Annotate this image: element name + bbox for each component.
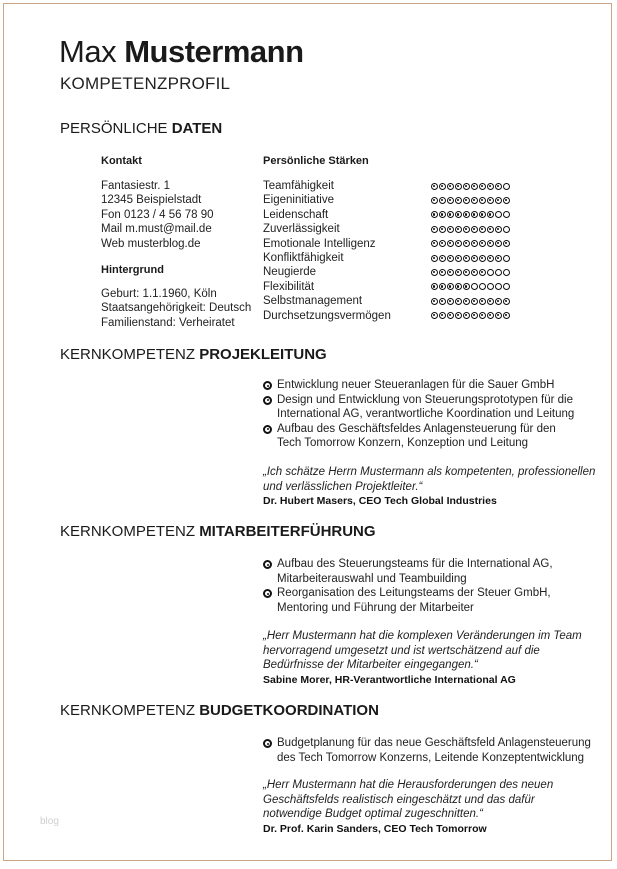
rating-dot-filled-icon [439, 211, 446, 218]
bullet-line: Mitarbeiterauswahl und Teambuilding [277, 572, 467, 585]
rating-dot-filled-icon [431, 269, 438, 276]
strength-rating [431, 193, 510, 207]
rating-dot-filled-icon [487, 312, 494, 319]
rating-dot-filled-icon [479, 240, 486, 247]
strength-item: Durchsetzungsvermögen [263, 309, 391, 322]
bullet-line: Mentoring und Führung der Mitarbeiter [277, 601, 474, 614]
quote-line: „Ich schätze Herrn Mustermann als kompetenten, professionellen [263, 466, 596, 478]
strength-rating [431, 179, 510, 193]
bullet-icon [263, 381, 272, 390]
rating-dot-filled-icon [447, 183, 454, 190]
section-title-bold: BUDGETKOORDINATION [199, 702, 379, 719]
rating-dot-filled-icon [463, 211, 470, 218]
rating-dot-empty-icon [487, 269, 494, 276]
rating-dot-empty-icon [503, 211, 510, 218]
section-title-personal [60, 120, 222, 137]
budget-quote [263, 778, 553, 836]
strengths-label: Persönliche Stärken [263, 155, 369, 167]
quote-line: notwendige Budget optimal zugeschnitten.“ [263, 808, 483, 821]
bullet-icon [263, 425, 272, 434]
background-line: Geburt: 1.1.1960, Köln [101, 288, 217, 300]
contact-block [101, 179, 214, 251]
rating-dot-filled-icon [447, 283, 454, 290]
quote-line: Geschäftsfelds realistisch eingeschätzt und das dafür [263, 793, 535, 806]
background-label: Hintergrund [101, 264, 164, 276]
rating-dot-filled-icon [471, 211, 478, 218]
rating-dot-filled-icon [455, 211, 462, 218]
rating-dot-filled-icon [487, 298, 494, 305]
project-quote [263, 465, 595, 509]
bullet-line: Design und Entwicklung von Steuerungsprototypen für die [277, 393, 573, 406]
rating-dot-filled-icon [447, 255, 454, 262]
strength-rating [431, 251, 510, 265]
rating-dot-filled-icon [479, 197, 486, 204]
contact-line: Fon 0123 / 4 56 78 90 [101, 208, 214, 221]
leadership-bullets [263, 557, 553, 615]
rating-dot-filled-icon [495, 226, 502, 233]
rating-dot-filled-icon [431, 255, 438, 262]
rating-dot-filled-icon [471, 312, 478, 319]
strength-item: Konfliktfähigkeit [263, 251, 344, 264]
rating-dot-filled-icon [503, 298, 510, 305]
first-name: Max [59, 34, 117, 69]
rating-dot-filled-icon [455, 240, 462, 247]
rating-dot-filled-icon [447, 197, 454, 204]
rating-dot-filled-icon [463, 283, 470, 290]
rating-dot-filled-icon [495, 240, 502, 247]
rating-dot-filled-icon [455, 197, 462, 204]
rating-dot-filled-icon [503, 197, 510, 204]
bullet-line: Entwicklung neuer Steueranlagen für die Sauer GmbH [277, 379, 555, 391]
bullet-icon [263, 396, 272, 405]
section-title-bold: PROJEKLEITUNG [199, 346, 327, 363]
quote-line: und verlässlichen Projektleiter.“ [263, 480, 423, 493]
rating-dot-filled-icon [455, 226, 462, 233]
rating-dot-filled-icon [463, 197, 470, 204]
background-line: Staatsangehörigkeit: Deutsch [101, 302, 252, 315]
rating-dot-empty-icon [479, 283, 486, 290]
bullet-icon [263, 560, 272, 569]
rating-dot-filled-icon [431, 183, 438, 190]
rating-dot-filled-icon [487, 197, 494, 204]
rating-dot-filled-icon [439, 255, 446, 262]
rating-dot-filled-icon [463, 183, 470, 190]
quote-line: „Herr Mustermann hat die Herausforderungen des neuen [263, 779, 554, 791]
rating-dot-empty-icon [471, 283, 478, 290]
rating-dot-empty-icon [487, 283, 494, 290]
bullet-line: Aufbau des Steuerungsteams für die International AG, [277, 558, 553, 570]
bullet-line: Tech Tomorrow Konzern, Konzeption und Leitung [277, 437, 529, 450]
rating-dot-filled-icon [447, 211, 454, 218]
bullet-item [263, 393, 574, 422]
rating-dot-filled-icon [471, 183, 478, 190]
rating-dot-filled-icon [471, 240, 478, 247]
background-line: Familienstand: Verheiratet [101, 316, 235, 329]
last-name: Mustermann [124, 34, 304, 69]
contact-line: Mail m.must@mail.de [101, 223, 212, 236]
contact-line: Fantasiestr. 1 [101, 180, 171, 192]
rating-dot-filled-icon [487, 255, 494, 262]
bullet-line: des Tech Tomorrow Konzerns, Leitende Konzeptentwicklung [277, 751, 585, 764]
rating-dot-filled-icon [439, 226, 446, 233]
budget-bullets [263, 736, 591, 765]
rating-dot-filled-icon [487, 211, 494, 218]
rating-dot-filled-icon [439, 269, 446, 276]
rating-dot-empty-icon [503, 269, 510, 276]
rating-dot-empty-icon [495, 283, 502, 290]
contact-line: Web musterblog.de [101, 237, 201, 250]
rating-dot-filled-icon [431, 312, 438, 319]
rating-dot-filled-icon [479, 211, 486, 218]
rating-dot-filled-icon [495, 312, 502, 319]
quote-author: Sabine Morer, HR-Verantwortliche International AG [263, 673, 516, 686]
strength-item: Neugierde [263, 266, 317, 279]
quote-line: Bedürfnisse der Mitarbeiter eingegangen.“ [263, 659, 478, 672]
rating-dot-empty-icon [495, 269, 502, 276]
rating-dot-filled-icon [455, 298, 462, 305]
rating-dot-filled-icon [479, 269, 486, 276]
rating-dot-filled-icon [471, 269, 478, 276]
rating-dot-empty-icon [503, 255, 510, 262]
rating-dot-filled-icon [463, 255, 470, 262]
strength-rating [431, 208, 510, 222]
rating-dot-filled-icon [439, 183, 446, 190]
rating-dot-filled-icon [503, 240, 510, 247]
rating-dot-filled-icon [455, 183, 462, 190]
rating-dot-filled-icon [463, 298, 470, 305]
section-title-budget [60, 702, 379, 719]
quote-line: „Herr Mustermann hat die komplexen Veränderungen im Team [263, 630, 582, 642]
rating-dot-filled-icon [431, 240, 438, 247]
rating-dot-filled-icon [495, 255, 502, 262]
quote-line: hervorragend umgesetzt und ist wertschätzend auf die [263, 644, 540, 657]
strength-rating [431, 222, 510, 236]
bullet-item [263, 736, 591, 765]
rating-dot-filled-icon [455, 269, 462, 276]
contact-line: 12345 Beispielstadt [101, 194, 202, 207]
rating-dot-filled-icon [495, 197, 502, 204]
bullet-line: Budgetplanung für das neue Geschäftsfeld Anlagensteuerung [277, 737, 591, 749]
bullet-line: Aufbau des Geschäftsfeldes Anlagensteuerung für den [277, 422, 556, 435]
rating-dot-filled-icon [471, 255, 478, 262]
rating-dot-filled-icon [431, 197, 438, 204]
strength-rating [431, 280, 510, 294]
rating-dot-filled-icon [463, 312, 470, 319]
rating-dot-filled-icon [455, 283, 462, 290]
section-title-light: KERNKOMPETENZ [60, 346, 196, 363]
strength-item: Eigeninitiative [263, 194, 334, 207]
rating-dot-filled-icon [479, 312, 486, 319]
section-title-light: KERNKOMPETENZ [60, 523, 196, 540]
rating-dot-filled-icon [439, 240, 446, 247]
strength-item: Teamfähigkeit [263, 180, 334, 192]
rating-dot-empty-icon [503, 226, 510, 233]
watermark: blog [40, 816, 59, 827]
rating-dot-filled-icon [487, 240, 494, 247]
strength-item: Leidenschaft [263, 208, 329, 221]
rating-dot-filled-icon [431, 211, 438, 218]
rating-dot-filled-icon [487, 183, 494, 190]
section-title-leadership [60, 523, 376, 540]
section-title-bold: MITARBEITERFÜHRUNG [199, 523, 376, 540]
rating-dot-empty-icon [503, 283, 510, 290]
bullet-item [263, 422, 574, 451]
bullet-icon [263, 739, 272, 748]
rating-dot-filled-icon [439, 197, 446, 204]
section-title-project [60, 346, 327, 363]
rating-dot-filled-icon [439, 298, 446, 305]
cv-page [3, 3, 612, 861]
rating-dot-filled-icon [495, 298, 502, 305]
rating-dot-filled-icon [487, 226, 494, 233]
section-title-bold: DATEN [171, 120, 223, 137]
quote-author: Dr. Prof. Karin Sanders, CEO Tech Tomorrow [263, 822, 487, 835]
rating-dot-filled-icon [495, 183, 502, 190]
quote-author: Dr. Hubert Masers, CEO Tech Global Industries [263, 495, 497, 508]
rating-dot-filled-icon [463, 240, 470, 247]
strengths-ratings [431, 179, 510, 323]
rating-dot-filled-icon [431, 298, 438, 305]
rating-dot-filled-icon [479, 255, 486, 262]
rating-dot-filled-icon [447, 240, 454, 247]
contact-label: Kontakt [101, 155, 142, 167]
background-block [101, 287, 251, 330]
strength-item: Zuverlässigkeit [263, 223, 340, 236]
section-title-light: KERNKOMPETENZ [60, 702, 196, 719]
rating-dot-empty-icon [503, 183, 510, 190]
rating-dot-filled-icon [503, 312, 510, 319]
strengths-list [263, 179, 391, 323]
bullet-line: Reorganisation des Leitungsteams der Steuer GmbH, [277, 587, 551, 600]
rating-dot-filled-icon [439, 283, 446, 290]
bullet-item [263, 586, 553, 615]
rating-dot-filled-icon [471, 298, 478, 305]
strength-rating [431, 294, 510, 308]
rating-dot-filled-icon [447, 269, 454, 276]
section-title-light: PERSÖNLICHE [60, 120, 168, 137]
rating-dot-filled-icon [463, 269, 470, 276]
leadership-quote [263, 629, 582, 687]
strength-item: Selbstmanagement [263, 295, 363, 308]
bullet-line: International AG, verantwortliche Koordination und Leitung [277, 408, 575, 421]
rating-dot-filled-icon [479, 226, 486, 233]
strength-rating [431, 265, 510, 279]
candidate-name [59, 32, 304, 72]
rating-dot-empty-icon [495, 211, 502, 218]
rating-dot-filled-icon [439, 312, 446, 319]
rating-dot-filled-icon [431, 283, 438, 290]
rating-dot-filled-icon [455, 255, 462, 262]
rating-dot-filled-icon [447, 226, 454, 233]
rating-dot-filled-icon [447, 312, 454, 319]
rating-dot-filled-icon [431, 226, 438, 233]
rating-dot-filled-icon [463, 226, 470, 233]
strength-rating [431, 309, 510, 323]
bullet-item [263, 557, 553, 586]
bullet-icon [263, 589, 272, 598]
rating-dot-filled-icon [479, 183, 486, 190]
project-bullets [263, 378, 574, 451]
strength-rating [431, 237, 510, 251]
rating-dot-filled-icon [471, 197, 478, 204]
rating-dot-filled-icon [479, 298, 486, 305]
bullet-item [263, 378, 574, 393]
rating-dot-filled-icon [471, 226, 478, 233]
document-subtitle: KOMPETENZPROFIL [60, 74, 231, 93]
strength-item: Flexibilität [263, 280, 315, 293]
rating-dot-filled-icon [455, 312, 462, 319]
strength-item: Emotionale Intelligenz [263, 237, 376, 250]
rating-dot-filled-icon [447, 298, 454, 305]
